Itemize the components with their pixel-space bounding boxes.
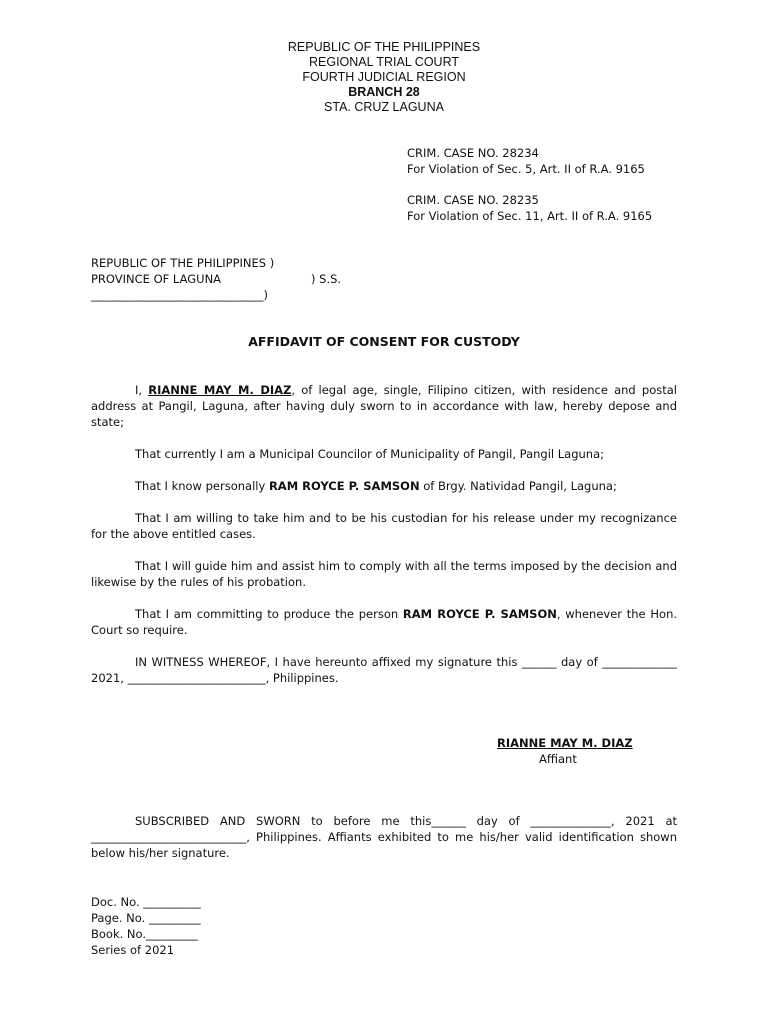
- know-prefix: That I know personally: [135, 479, 269, 493]
- case1-number: CRIM. CASE NO. 28234: [407, 146, 539, 160]
- produce-suffix: , whenever the Hon. Court so require.: [91, 607, 678, 637]
- venue-province: PROVINCE OF LAGUNA: [91, 272, 222, 286]
- guide-text: That I will guide him and assist him to comply with all the terms imposed by the decision and likewise by the rules of his probation.: [91, 559, 677, 589]
- header-line-branch: BRANCH 28: [348, 85, 420, 99]
- header-line-republic: REPUBLIC OF THE PHILIPPINES: [287, 40, 481, 54]
- councilor-text: That currently I am a Municipal Councilor of Municipality of Pangil, Pangil Laguna;: [135, 447, 605, 461]
- accused-name-inline: RAM ROYCE P. SAMSON: [268, 479, 420, 493]
- affiant-label: Affiant: [539, 752, 577, 766]
- paragraph-custodian: [91, 510, 677, 542]
- page-number: Page. No. _________: [91, 911, 201, 925]
- doc-number: Doc. No. __________: [91, 895, 201, 909]
- witness-text: IN WITNESS WHEREOF, I have hereunto affixed my signature this ______ day of _____________ 2021, ________________________, Philippines.: [91, 655, 677, 685]
- know-suffix: of Brgy. Natividad Pangil, Laguna;: [419, 479, 617, 493]
- header-line-region: FOURTH JUDICIAL REGION: [302, 70, 466, 84]
- produce-prefix: That I am committing to produce the person: [135, 607, 403, 621]
- affiant-name-inline: RIANNE MAY M. DIAZ: [148, 383, 292, 397]
- jurat-text: SUBSCRIBED AND SWORN to before me this______ day of ______________, 2021 at ___________________________, Philippines. Affiants exhibited to me his/her valid identification shown below his/her signature.: [91, 814, 677, 860]
- paragraph-produce: [91, 606, 677, 638]
- header-line-court: REGIONAL TRIAL COURT: [308, 55, 460, 69]
- document-title: AFFIDAVIT OF CONSENT FOR CUSTODY: [248, 334, 520, 349]
- venue-ss: ) S.S.: [311, 272, 342, 286]
- venue-blank-line: ______________________________): [91, 288, 268, 302]
- paragraph-know-personally: [91, 478, 677, 494]
- header-line-location: STA. CRUZ LAGUNA: [324, 100, 444, 114]
- series-year: Series of 2021: [91, 943, 175, 957]
- book-number: Book. No._________: [91, 927, 198, 941]
- jurat-paragraph: [91, 813, 677, 861]
- paragraph-intro: [91, 382, 677, 430]
- paragraph-witness: [91, 654, 677, 686]
- court-header: [0, 40, 768, 115]
- intro-prefix: I,: [135, 383, 149, 397]
- custodian-text: That I am willing to take him and to be his custodian for his release under my recognizance for the above entitled cases.: [91, 511, 677, 541]
- accused-name-inline-2: RAM ROYCE P. SAMSON: [402, 607, 557, 621]
- paragraph-guide: [91, 558, 677, 590]
- case1-description: For Violation of Sec. 5, Art. II of R.A. 9165: [407, 162, 645, 176]
- case2-number: CRIM. CASE NO. 28235: [407, 193, 539, 207]
- intro-text: , of legal age, single, Filipino citizen, with residence and postal address at Pangil, Laguna, after having duly sworn to in accordance with law, hereby depose and state;: [91, 383, 677, 429]
- venue-republic: REPUBLIC OF THE PHILIPPINES ): [91, 256, 275, 270]
- affiant-signature-name: RIANNE MAY M. DIAZ: [497, 736, 633, 750]
- case2-description: For Violation of Sec. 11, Art. II of R.A. 9165: [407, 209, 653, 223]
- paragraph-councilor: [91, 446, 677, 462]
